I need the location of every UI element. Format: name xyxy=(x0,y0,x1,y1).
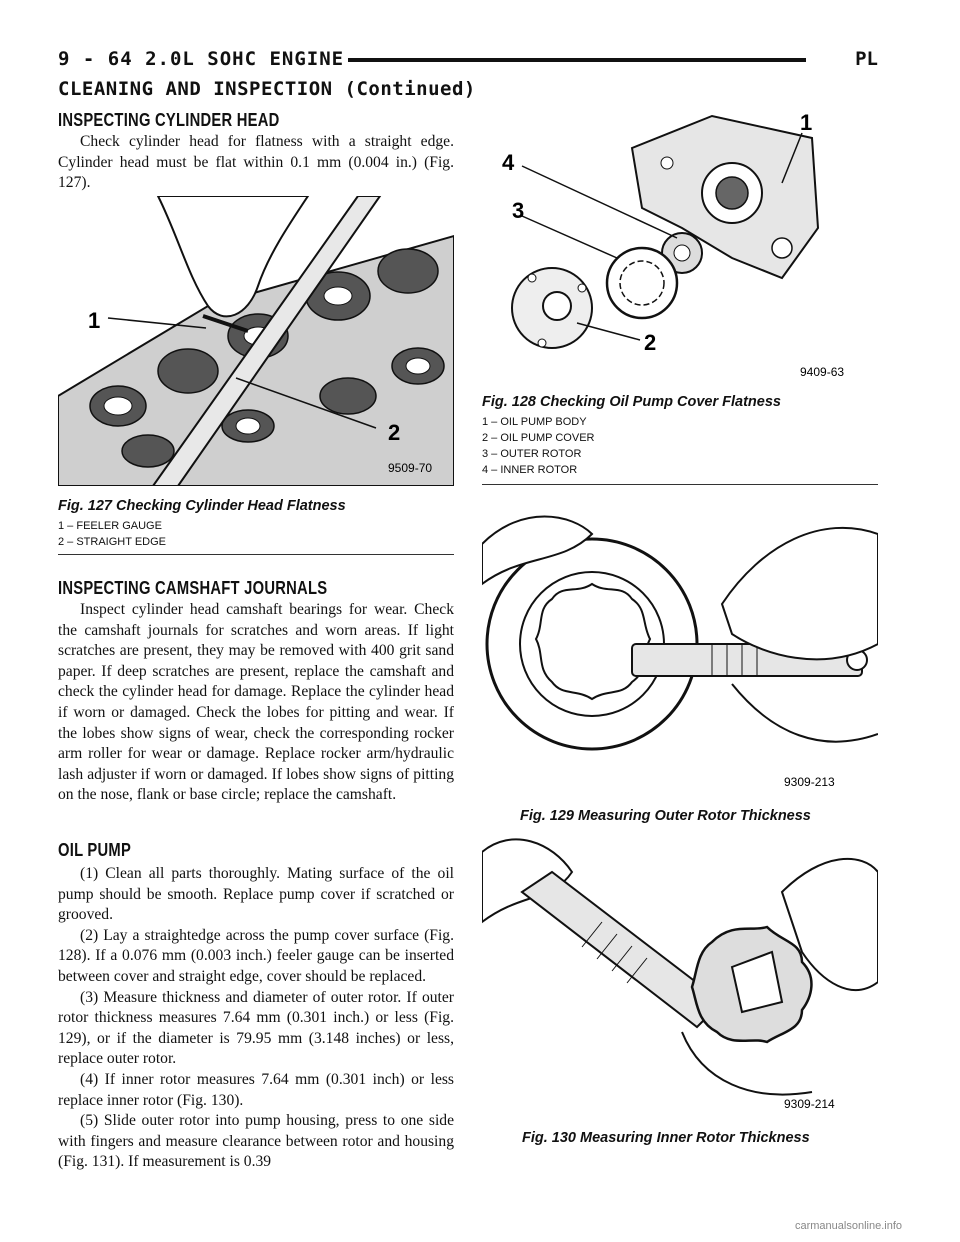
fig128-legend-item: 2 – OIL PUMP COVER xyxy=(482,432,595,444)
fig128-illustration xyxy=(482,108,878,388)
fig127-legend xyxy=(58,518,166,550)
fig128-callout-2: 2 xyxy=(644,330,657,355)
fig127-callout-1: 1 xyxy=(88,308,101,333)
watermark: carmanualsonline.info xyxy=(794,1220,902,1232)
oil-pump-step: (1) Clean all parts thoroughly. Mating surface of the oil pump should be smooth. Replace pump cover if scratched or grooved. xyxy=(58,865,454,924)
oil-pump-steps xyxy=(58,864,454,1173)
oil-pump-step: (5) Slide outer rotor into pump housing, press to one side with fingers and measure clearance between rotor and housing (Fig. 131). If measurement is 0.39 xyxy=(58,1112,454,1171)
fig130-code: 9309-214 xyxy=(784,1097,835,1111)
header-rule xyxy=(348,58,806,62)
section-title: CLEANING AND INSPECTION (Continued) xyxy=(58,78,476,100)
fig128-legend-item: 1 – OIL PUMP BODY xyxy=(482,416,587,428)
divider xyxy=(58,554,454,555)
page-number: 9 - 64 2.0L SOHC ENGINE xyxy=(58,48,345,70)
fig128-callout-3: 3 xyxy=(512,198,525,223)
para-cylinder-head: Check cylinder head for flatness with a straight edge. Cylinder head must be flat within 0.1 mm (0.004 in.) (Fig. 127). xyxy=(58,133,454,192)
heading-oil-pump: OIL PUMP xyxy=(58,840,132,860)
fig128-legend-item: 3 – OUTER ROTOR xyxy=(482,448,582,460)
fig127-caption: Fig. 127 Checking Cylinder Head Flatness xyxy=(58,498,346,514)
fig127-illustration xyxy=(58,196,454,486)
fig127-legend-item: 1 – FEELER GAUGE xyxy=(58,520,162,532)
fig129-illustration xyxy=(482,504,878,804)
oil-pump-step: (4) If inner rotor measures 7.64 mm (0.301 inch) or less replace inner rotor (Fig. 130). xyxy=(58,1070,454,1109)
manual-code: PL xyxy=(855,48,878,70)
oil-pump-step: (3) Measure thickness and diameter of outer rotor. If outer rotor thickness measures 7.64 mm (0.301 inch.) or less (Fig. 129), or if the diameter is 79.95 mm (3.148 inches) or less, replace outer rotor. xyxy=(58,988,454,1068)
fig128-legend-item: 4 – INNER ROTOR xyxy=(482,464,578,476)
fig127-legend-item: 2 – STRAIGHT EDGE xyxy=(58,536,166,548)
fig128-callout-4: 4 xyxy=(502,150,515,175)
fig127-code: 9509-70 xyxy=(388,461,433,475)
fig127-callout-2: 2 xyxy=(388,420,401,445)
fig130-caption: Fig. 130 Measuring Inner Rotor Thickness xyxy=(522,1130,810,1146)
fig128-callout-1: 1 xyxy=(800,110,813,135)
para-camshaft: Inspect cylinder head camshaft bearings for wear. Check the camshaft journals for scratches and worn areas. If light scratches are present, they may be removed with 400 grit sand paper. If deep scratches are present, replace the camshaft and check the cylinder head for damage. Replace the cylinder head if worn or damaged. Check the lobes for pitting and wear. If the lobes show signs of wear, check the corresponding rocker arm roller for wear or damage. Replace rocker arm/hydraulic lash adjuster if worn or damaged. If lobes show signs of pitting on the nose, flank or base circle; replace the camshaft. xyxy=(58,601,454,804)
fig129-code: 9309-213 xyxy=(784,775,835,789)
fig128-legend xyxy=(482,414,594,478)
heading-camshaft: INSPECTING CAMSHAFT JOURNALS xyxy=(58,578,328,598)
fig129-caption: Fig. 129 Measuring Outer Rotor Thickness xyxy=(520,808,811,824)
oil-pump-step: (2) Lay a straightedge across the pump cover surface (Fig. 128). If a 0.076 mm (0.003 inch.) feeler gauge can be inserted between cover and straight edge, cover should be replaced. xyxy=(58,926,454,985)
fig128-code: 9409-63 xyxy=(800,365,845,379)
page-header xyxy=(58,44,878,76)
heading-cylinder-head: INSPECTING CYLINDER HEAD xyxy=(58,110,280,130)
fig128-caption: Fig. 128 Checking Oil Pump Cover Flatness xyxy=(482,394,781,410)
fig130-illustration xyxy=(482,832,878,1122)
divider xyxy=(482,484,878,485)
